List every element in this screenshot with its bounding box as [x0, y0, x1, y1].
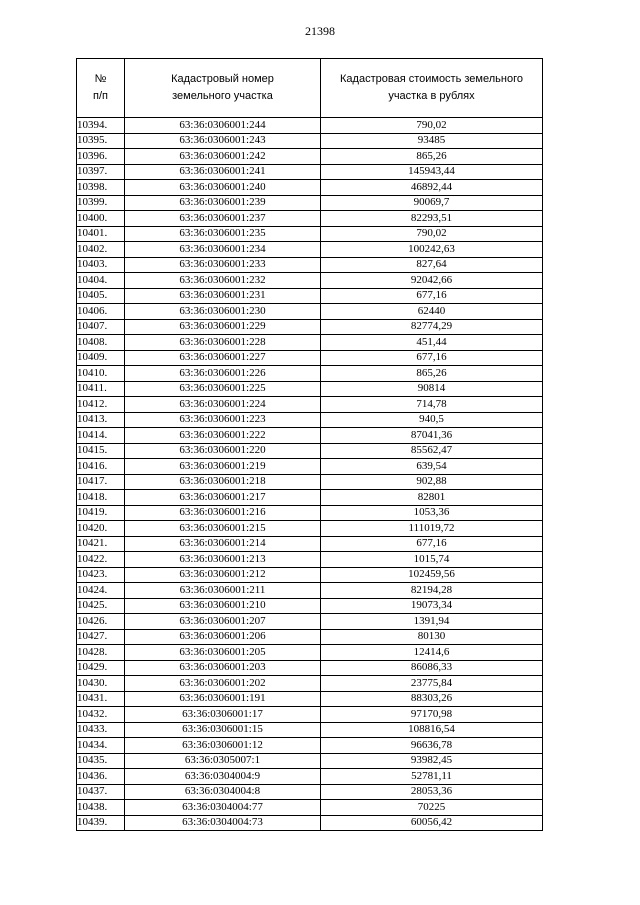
cadastral-number-cell: 63:36:0306001:15	[125, 722, 321, 738]
cadastral-value-cell: 677,16	[321, 536, 543, 552]
table-row	[77, 614, 543, 630]
cadastral-value-cell: 85562,47	[321, 443, 543, 459]
table-row	[77, 490, 543, 506]
row-number-cell: 10417.	[77, 474, 125, 490]
cadastral-number-cell: 63:36:0306001:212	[125, 567, 321, 583]
header-number-line2: п/п	[93, 90, 108, 102]
cadastral-value-cell: 790,02	[321, 226, 543, 242]
row-number-cell: 10424.	[77, 583, 125, 599]
table-body	[77, 118, 543, 831]
cadastral-value-cell: 82293,51	[321, 211, 543, 227]
cadastral-number-cell: 63:36:0304004:8	[125, 784, 321, 800]
header-value-line2: участка в рублях	[388, 90, 475, 102]
row-number-cell: 10439.	[77, 815, 125, 831]
table-row	[77, 381, 543, 397]
cadastral-value-cell: 92042,66	[321, 273, 543, 289]
cadastral-value-cell: 70225	[321, 800, 543, 816]
cadastral-value-cell: 1391,94	[321, 614, 543, 630]
cadastral-number-cell: 63:36:0306001:239	[125, 195, 321, 211]
cadastral-number-cell: 63:36:0306001:243	[125, 133, 321, 149]
row-number-cell: 10427.	[77, 629, 125, 645]
row-number-cell: 10407.	[77, 319, 125, 335]
table-row	[77, 443, 543, 459]
cadastral-number-cell: 63:36:0306001:17	[125, 707, 321, 723]
row-number-cell: 10402.	[77, 242, 125, 258]
cadastral-value-cell: 96636,78	[321, 738, 543, 754]
row-number-cell: 10425.	[77, 598, 125, 614]
cadastral-number-cell: 63:36:0306001:237	[125, 211, 321, 227]
cadastral-value-table	[76, 58, 543, 831]
row-number-cell: 10430.	[77, 676, 125, 692]
row-number-cell: 10438.	[77, 800, 125, 816]
table-row	[77, 505, 543, 521]
row-number-cell: 10435.	[77, 753, 125, 769]
cadastral-number-cell: 63:36:0306001:229	[125, 319, 321, 335]
cadastral-number-cell: 63:36:0306001:241	[125, 164, 321, 180]
header-number-line1: №	[94, 73, 107, 85]
table-row	[77, 567, 543, 583]
table-row	[77, 211, 543, 227]
row-number-cell: 10436.	[77, 769, 125, 785]
row-number-cell: 10410.	[77, 366, 125, 382]
cadastral-number-cell: 63:36:0306001:219	[125, 459, 321, 475]
table-row	[77, 195, 543, 211]
cadastral-number-cell: 63:36:0306001:218	[125, 474, 321, 490]
cadastral-value-cell: 940,5	[321, 412, 543, 428]
cadastral-number-cell: 63:36:0306001:230	[125, 304, 321, 320]
table-row	[77, 397, 543, 413]
cadastral-number-cell: 63:36:0306001:220	[125, 443, 321, 459]
row-number-cell: 10406.	[77, 304, 125, 320]
cadastral-value-cell: 145943,44	[321, 164, 543, 180]
cadastral-number-cell: 63:36:0306001:234	[125, 242, 321, 258]
row-number-cell: 10401.	[77, 226, 125, 242]
cadastral-number-cell: 63:36:0304004:77	[125, 800, 321, 816]
row-number-cell: 10437.	[77, 784, 125, 800]
table-row	[77, 459, 543, 475]
cadastral-value-cell: 19073,34	[321, 598, 543, 614]
cadastral-value-cell: 677,16	[321, 288, 543, 304]
cadastral-value-cell: 100242,63	[321, 242, 543, 258]
cadastral-value-cell: 80130	[321, 629, 543, 645]
row-number-cell: 10405.	[77, 288, 125, 304]
cadastral-number-cell: 63:36:0306001:227	[125, 350, 321, 366]
row-number-cell: 10433.	[77, 722, 125, 738]
cadastral-value-cell: 82801	[321, 490, 543, 506]
cadastral-value-cell: 97170,98	[321, 707, 543, 723]
table-row	[77, 164, 543, 180]
row-number-cell: 10429.	[77, 660, 125, 676]
table-row	[77, 273, 543, 289]
cadastral-value-cell: 790,02	[321, 118, 543, 134]
table-row	[77, 133, 543, 149]
cadastral-number-cell: 63:36:0306001:231	[125, 288, 321, 304]
cadastral-value-cell: 93485	[321, 133, 543, 149]
table-row	[77, 722, 543, 738]
cadastral-number-cell: 63:36:0306001:215	[125, 521, 321, 537]
row-number-cell: 10399.	[77, 195, 125, 211]
row-number-cell: 10408.	[77, 335, 125, 351]
cadastral-number-cell: 63:36:0306001:233	[125, 257, 321, 273]
page-number: 21398	[305, 24, 335, 38]
table-row	[77, 180, 543, 196]
table-header-row	[77, 59, 543, 118]
cadastral-number-cell: 63:36:0306001:214	[125, 536, 321, 552]
cadastral-value-cell: 1053,36	[321, 505, 543, 521]
row-number-cell: 10418.	[77, 490, 125, 506]
cadastral-value-cell: 60056,42	[321, 815, 543, 831]
table-row	[77, 707, 543, 723]
table-row	[77, 738, 543, 754]
row-number-cell: 10415.	[77, 443, 125, 459]
table-row	[77, 257, 543, 273]
cadastral-number-cell: 63:36:0306001:228	[125, 335, 321, 351]
row-number-cell: 10422.	[77, 552, 125, 568]
row-number-cell: 10432.	[77, 707, 125, 723]
row-number-cell: 10412.	[77, 397, 125, 413]
cadastral-value-cell: 52781,11	[321, 769, 543, 785]
table-row	[77, 474, 543, 490]
table-row	[77, 800, 543, 816]
cadastral-number-cell: 63:36:0304004:9	[125, 769, 321, 785]
cadastral-number-cell: 63:36:0306001:224	[125, 397, 321, 413]
cadastral-value-cell: 827,64	[321, 257, 543, 273]
cadastral-value-cell: 82774,29	[321, 319, 543, 335]
row-number-cell: 10394.	[77, 118, 125, 134]
table-row	[77, 598, 543, 614]
cadastral-number-cell: 63:36:0306001:12	[125, 738, 321, 754]
table-row	[77, 319, 543, 335]
row-number-cell: 10403.	[77, 257, 125, 273]
header-cadastral-value	[321, 59, 543, 118]
cadastral-value-cell: 111019,72	[321, 521, 543, 537]
cadastral-value-cell: 865,26	[321, 149, 543, 165]
table-row	[77, 226, 543, 242]
cadastral-value-cell: 865,26	[321, 366, 543, 382]
table-row	[77, 350, 543, 366]
cadastral-number-cell: 63:36:0306001:216	[125, 505, 321, 521]
cadastral-value-cell: 90814	[321, 381, 543, 397]
header-value-line1: Кадастровая стоимость земельного	[340, 73, 523, 85]
cadastral-value-cell: 12414,6	[321, 645, 543, 661]
header-number	[77, 59, 125, 118]
cadastral-number-cell: 63:36:0306001:203	[125, 660, 321, 676]
row-number-cell: 10409.	[77, 350, 125, 366]
cadastral-number-cell: 63:36:0306001:207	[125, 614, 321, 630]
cadastral-value-cell: 46892,44	[321, 180, 543, 196]
row-number-cell: 10423.	[77, 567, 125, 583]
row-number-cell: 10411.	[77, 381, 125, 397]
table-row	[77, 676, 543, 692]
cadastral-number-cell: 63:36:0306001:205	[125, 645, 321, 661]
cadastral-value-cell: 88303,26	[321, 691, 543, 707]
table-row	[77, 815, 543, 831]
cadastral-number-cell: 63:36:0306001:210	[125, 598, 321, 614]
cadastral-value-cell: 28053,36	[321, 784, 543, 800]
row-number-cell: 10426.	[77, 614, 125, 630]
row-number-cell: 10395.	[77, 133, 125, 149]
row-number-cell: 10416.	[77, 459, 125, 475]
table-row	[77, 753, 543, 769]
cadastral-value-cell: 82194,28	[321, 583, 543, 599]
cadastral-number-cell: 63:36:0304004:73	[125, 815, 321, 831]
table-row	[77, 288, 543, 304]
cadastral-number-cell: 63:36:0306001:240	[125, 180, 321, 196]
cadastral-value-cell: 451,44	[321, 335, 543, 351]
cadastral-number-cell: 63:36:0306001:223	[125, 412, 321, 428]
table-row	[77, 645, 543, 661]
cadastral-value-cell: 93982,45	[321, 753, 543, 769]
cadastral-number-cell: 63:36:0306001:191	[125, 691, 321, 707]
table-row	[77, 583, 543, 599]
table-row	[77, 366, 543, 382]
cadastral-number-cell: 63:36:0306001:226	[125, 366, 321, 382]
cadastral-value-cell: 90069,7	[321, 195, 543, 211]
table-row	[77, 335, 543, 351]
row-number-cell: 10404.	[77, 273, 125, 289]
table-row	[77, 242, 543, 258]
row-number-cell: 10419.	[77, 505, 125, 521]
cadastral-value-cell: 86086,33	[321, 660, 543, 676]
cadastral-number-cell: 63:36:0306001:211	[125, 583, 321, 599]
cadastral-number-cell: 63:36:0306001:242	[125, 149, 321, 165]
cadastral-number-cell: 63:36:0306001:225	[125, 381, 321, 397]
row-number-cell: 10428.	[77, 645, 125, 661]
cadastral-value-cell: 62440	[321, 304, 543, 320]
table-row	[77, 521, 543, 537]
cadastral-value-cell: 87041,36	[321, 428, 543, 444]
cadastral-value-cell: 639,54	[321, 459, 543, 475]
cadastral-value-cell: 1015,74	[321, 552, 543, 568]
table-row	[77, 149, 543, 165]
header-cadastral-line1: Кадастровый номер	[171, 73, 274, 85]
cadastral-number-cell: 63:36:0306001:232	[125, 273, 321, 289]
row-number-cell: 10400.	[77, 211, 125, 227]
cadastral-number-cell: 63:36:0306001:222	[125, 428, 321, 444]
row-number-cell: 10421.	[77, 536, 125, 552]
table-row	[77, 428, 543, 444]
cadastral-value-cell: 102459,56	[321, 567, 543, 583]
header-cadastral-line2: земельного участка	[172, 90, 273, 102]
table-row	[77, 304, 543, 320]
row-number-cell: 10434.	[77, 738, 125, 754]
header-cadastral-number	[125, 59, 321, 118]
cadastral-value-cell: 108816,54	[321, 722, 543, 738]
table-row	[77, 536, 543, 552]
row-number-cell: 10413.	[77, 412, 125, 428]
cadastral-value-cell: 902,88	[321, 474, 543, 490]
cadastral-number-cell: 63:36:0306001:217	[125, 490, 321, 506]
row-number-cell: 10414.	[77, 428, 125, 444]
table-row	[77, 629, 543, 645]
table-row	[77, 118, 543, 134]
table-row	[77, 784, 543, 800]
table-row	[77, 769, 543, 785]
cadastral-number-cell: 63:36:0306001:213	[125, 552, 321, 568]
cadastral-number-cell: 63:36:0306001:235	[125, 226, 321, 242]
row-number-cell: 10396.	[77, 149, 125, 165]
cadastral-value-cell: 677,16	[321, 350, 543, 366]
row-number-cell: 10431.	[77, 691, 125, 707]
cadastral-number-cell: 63:36:0305007:1	[125, 753, 321, 769]
cadastral-number-cell: 63:36:0306001:202	[125, 676, 321, 692]
row-number-cell: 10420.	[77, 521, 125, 537]
table-row	[77, 412, 543, 428]
cadastral-value-cell: 714,78	[321, 397, 543, 413]
row-number-cell: 10398.	[77, 180, 125, 196]
cadastral-number-cell: 63:36:0306001:244	[125, 118, 321, 134]
table-row	[77, 552, 543, 568]
cadastral-value-cell: 23775,84	[321, 676, 543, 692]
table-row	[77, 660, 543, 676]
table-row	[77, 691, 543, 707]
row-number-cell: 10397.	[77, 164, 125, 180]
cadastral-number-cell: 63:36:0306001:206	[125, 629, 321, 645]
